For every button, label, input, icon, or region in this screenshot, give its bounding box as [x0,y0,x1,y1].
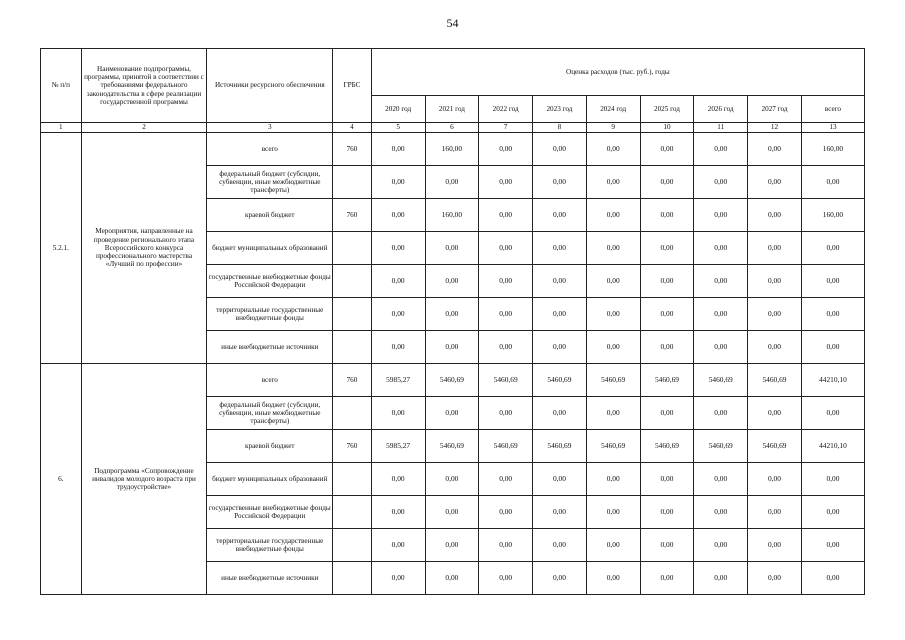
expense-value: 0,00 [425,331,479,364]
expense-value: 5460,69 [748,430,802,463]
header-index-cell: 6 [425,123,479,133]
grbs-code [333,529,372,562]
header-year-cell: 2026 год [694,96,748,123]
expense-value: 0,00 [694,298,748,331]
expense-value: 0,00 [371,397,425,430]
expense-value: 0,00 [371,199,425,232]
header-index-cell: 8 [533,123,587,133]
expense-value: 5460,69 [533,430,587,463]
expense-value: 5460,69 [586,430,640,463]
expense-value: 0,00 [748,166,802,199]
expense-value: 0,00 [479,232,533,265]
expense-value: 0,00 [748,298,802,331]
expense-value: 0,00 [479,298,533,331]
header-index-cell: 4 [333,123,372,133]
expense-value: 0,00 [533,463,587,496]
funding-source: краевой бюджет [207,430,333,463]
header-index-cell: 12 [748,123,802,133]
grbs-code [333,298,372,331]
section-name: Мероприятия, направленные на проведение регионального этапа Всероссийского конкурса профессионального мастерства «Лучший по профессии» [81,133,207,364]
expense-value: 0,00 [533,562,587,595]
grbs-code: 760 [333,199,372,232]
expense-value: 5460,69 [425,364,479,397]
funding-source: федеральный бюджет (субсидии, субвенции, иные межбюджетные трансферты) [207,397,333,430]
expense-value: 0,00 [586,298,640,331]
grbs-code: 760 [333,430,372,463]
expense-value: 0,00 [371,265,425,298]
header-year-cell: 2023 год [533,96,587,123]
page-number: 54 [446,16,459,30]
expense-value: 160,00 [801,199,864,232]
expense-value: 0,00 [586,562,640,595]
expense-value: 0,00 [748,331,802,364]
expense-value: 0,00 [748,529,802,562]
expense-value: 0,00 [425,463,479,496]
expense-value: 0,00 [479,265,533,298]
expense-value: 0,00 [748,463,802,496]
header-year-cell: 2021 год [425,96,479,123]
expense-value: 0,00 [425,265,479,298]
header-index-cell: 3 [207,123,333,133]
expense-value: 0,00 [371,529,425,562]
grbs-code [333,397,372,430]
expense-value: 0,00 [694,133,748,166]
expense-value: 0,00 [640,265,694,298]
section-number: 6. [41,364,82,595]
header-index-cell: 10 [640,123,694,133]
funding-source: бюджет муниципальных образований [207,232,333,265]
grbs-code: 760 [333,364,372,397]
expense-value: 0,00 [640,166,694,199]
grbs-code [333,265,372,298]
expense-value: 0,00 [586,397,640,430]
expense-value: 0,00 [801,397,864,430]
expense-value: 0,00 [533,265,587,298]
expense-value: 0,00 [640,199,694,232]
expense-value: 0,00 [479,199,533,232]
expense-value: 0,00 [586,166,640,199]
expense-value: 0,00 [694,496,748,529]
expense-value: 0,00 [801,265,864,298]
expense-value: 0,00 [371,232,425,265]
expense-value: 5460,69 [640,430,694,463]
expense-value: 0,00 [533,397,587,430]
expense-value: 5985,27 [371,430,425,463]
expense-value: 0,00 [801,331,864,364]
expense-value: 0,00 [694,397,748,430]
expense-value: 0,00 [640,232,694,265]
funding-source: территориальные государственные внебюджетные фонды [207,529,333,562]
header-estimate: Оценка расходов (тыс. руб.), годы [371,49,864,96]
expense-value: 0,00 [640,463,694,496]
expense-value: 0,00 [533,199,587,232]
expense-value: 160,00 [425,199,479,232]
header-grbs: ГРБС [333,49,372,123]
expense-value: 0,00 [640,397,694,430]
expense-value: 5460,69 [694,430,748,463]
header-index-row [41,123,865,133]
section-name: Подпрограмма «Сопровождение инвалидов молодого возраста при трудоустройстве» [81,364,207,595]
header-index-cell: 9 [586,123,640,133]
expense-value: 0,00 [801,166,864,199]
expense-value: 0,00 [586,232,640,265]
grbs-code [333,232,372,265]
expense-value: 44210,10 [801,364,864,397]
expense-value: 0,00 [801,298,864,331]
expense-value: 0,00 [801,562,864,595]
expense-value: 0,00 [425,298,479,331]
funding-source: государственные внебюджетные фонды Российской Федерации [207,265,333,298]
header-year-cell: всего [801,96,864,123]
expense-value: 0,00 [425,232,479,265]
expense-value: 0,00 [425,397,479,430]
grbs-code [333,496,372,529]
expense-value: 0,00 [694,331,748,364]
header-name: Наименование подпрограммы, программы, принятой в соответствии с требованиями федерального законодательства в сфере реализации государственной программы [81,49,207,123]
expense-value: 5460,69 [479,430,533,463]
expense-value: 0,00 [586,496,640,529]
funding-source: территориальные государственные внебюджетные фонды [207,298,333,331]
header-year-cell: 2024 год [586,96,640,123]
expense-value: 0,00 [586,265,640,298]
expense-value: 0,00 [801,232,864,265]
funding-source: федеральный бюджет (субсидии, субвенции, иные межбюджетные трансферты) [207,166,333,199]
expense-value: 0,00 [371,166,425,199]
expense-value: 0,00 [694,463,748,496]
grbs-code [333,331,372,364]
expense-value: 0,00 [694,562,748,595]
expense-value: 0,00 [425,166,479,199]
expense-value: 0,00 [371,133,425,166]
header-index-cell: 5 [371,123,425,133]
expense-value: 0,00 [533,496,587,529]
expense-value: 5460,69 [640,364,694,397]
table-row [41,364,865,397]
expense-value: 5460,69 [748,364,802,397]
expense-value: 0,00 [479,397,533,430]
header-index-cell: 11 [694,123,748,133]
expense-value: 5460,69 [479,364,533,397]
expense-value: 5460,69 [586,364,640,397]
expense-value: 0,00 [479,529,533,562]
expense-value: 0,00 [425,496,479,529]
expense-value: 0,00 [479,496,533,529]
expense-value: 5460,69 [533,364,587,397]
expense-value: 0,00 [371,496,425,529]
expense-value: 0,00 [801,529,864,562]
expense-value: 0,00 [425,562,479,595]
funding-source: всего [207,364,333,397]
expense-value: 0,00 [533,298,587,331]
funding-source: иные внебюджетные источники [207,562,333,595]
expense-value: 0,00 [586,133,640,166]
expense-value: 0,00 [533,232,587,265]
expense-value: 0,00 [640,529,694,562]
funding-source: бюджет муниципальных образований [207,463,333,496]
grbs-code [333,166,372,199]
expense-value: 0,00 [586,199,640,232]
expense-value: 0,00 [748,397,802,430]
section-number: 5.2.1. [41,133,82,364]
expense-value: 0,00 [694,529,748,562]
expense-value: 0,00 [694,232,748,265]
header-index-cell: 13 [801,123,864,133]
expense-value: 0,00 [479,133,533,166]
expense-value: 44210,10 [801,430,864,463]
grbs-code [333,562,372,595]
funding-source: иные внебюджетные источники [207,331,333,364]
table-row [41,133,865,166]
expense-value: 0,00 [586,529,640,562]
header-year-cell: 2025 год [640,96,694,123]
expense-value: 0,00 [371,463,425,496]
expense-value: 0,00 [640,496,694,529]
expense-value: 0,00 [533,331,587,364]
expense-value: 0,00 [640,331,694,364]
expense-value: 0,00 [801,463,864,496]
expense-value: 0,00 [371,562,425,595]
expense-value: 0,00 [748,265,802,298]
expense-value: 160,00 [801,133,864,166]
expense-value: 5460,69 [425,430,479,463]
header-year-cell: 2027 год [748,96,802,123]
expense-value: 0,00 [748,199,802,232]
expense-value: 0,00 [479,463,533,496]
expense-value: 0,00 [801,496,864,529]
funding-source: государственные внебюджетные фонды Российской Федерации [207,496,333,529]
expense-value: 0,00 [425,529,479,562]
header-year-cell: 2020 год [371,96,425,123]
expense-value: 0,00 [640,562,694,595]
expense-value: 0,00 [748,562,802,595]
expense-value: 0,00 [640,133,694,166]
expense-value: 0,00 [748,133,802,166]
header-index-cell: 1 [41,123,82,133]
header-num: № п/п [41,49,82,123]
expense-value: 0,00 [479,562,533,595]
expense-value: 0,00 [371,331,425,364]
expense-value: 5460,69 [694,364,748,397]
budget-table [40,48,865,595]
header-source: Источники ресурсного обеспечения [207,49,333,123]
expense-value: 0,00 [748,496,802,529]
header-index-cell: 2 [81,123,207,133]
grbs-code: 760 [333,133,372,166]
expense-value: 0,00 [371,298,425,331]
expense-value: 0,00 [533,529,587,562]
expense-value: 0,00 [586,331,640,364]
funding-source: всего [207,133,333,166]
header-year-cell: 2022 год [479,96,533,123]
funding-source: краевой бюджет [207,199,333,232]
expense-value: 0,00 [586,463,640,496]
expense-value: 0,00 [694,265,748,298]
expense-value: 0,00 [694,199,748,232]
expense-value: 0,00 [479,166,533,199]
grbs-code [333,463,372,496]
expense-value: 0,00 [533,133,587,166]
expense-value: 160,00 [425,133,479,166]
expense-value: 0,00 [694,166,748,199]
expense-value: 0,00 [533,166,587,199]
header-index-cell: 7 [479,123,533,133]
expense-value: 0,00 [479,331,533,364]
expense-value: 5985,27 [371,364,425,397]
expense-value: 0,00 [748,232,802,265]
expense-value: 0,00 [640,298,694,331]
